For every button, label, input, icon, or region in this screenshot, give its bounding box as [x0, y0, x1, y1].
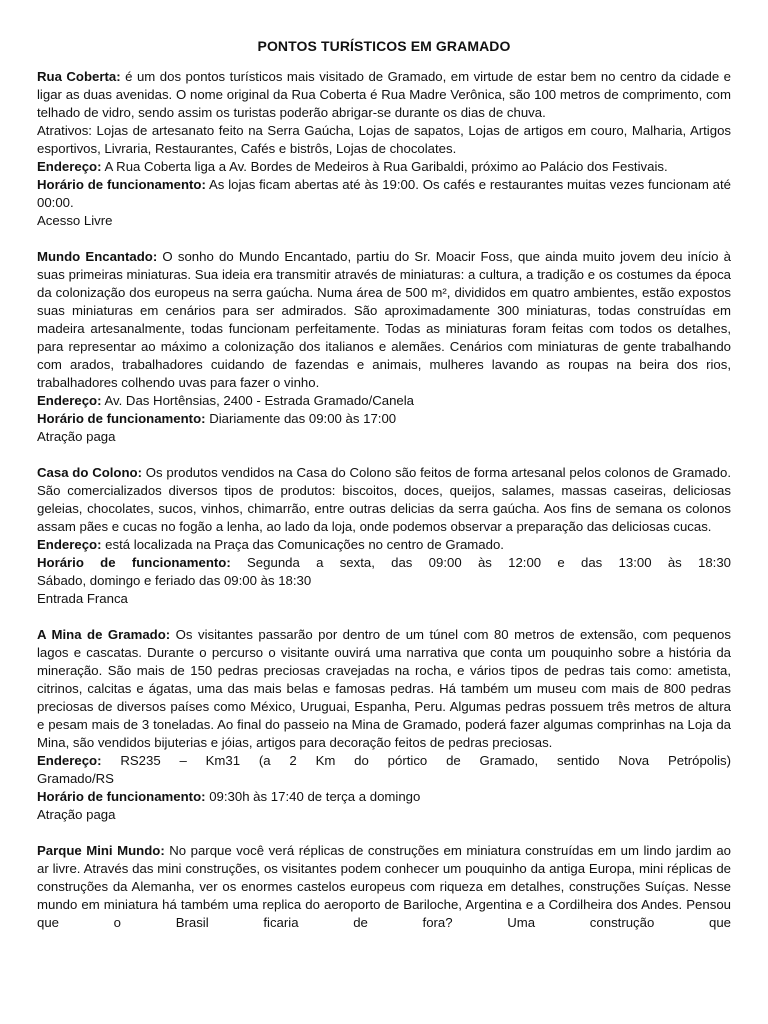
hours-label: Horário de funcionamento:	[37, 789, 206, 804]
section-description	[37, 626, 731, 752]
access-text: Acesso Livre	[37, 213, 113, 228]
description-text: Os visitantes passarão por dentro de um túnel com 80 metros de extensão, com pequenos lagos e cascatas. Durante o percurso o visitante ouvirá uma narrativa que conta um pouquinho sobre a história da mineração. São mais de 150 pedras preciosas cravejadas na rocha, e vários tipos de pedras tais como: ametista, citrinos, calcitas e ágatas, uma das mais belas e famosas pedras. Há também um museu com mais de 800 pedras preciosas de diversos países como México, Uruguai, Espanha, Peru. Algumas pedras possuem três metros de altura e pesam mais de 3 toneladas. Ao final do passeio na Mina de Gramado, poderá fazer algumas comprinhas na Loja da Mina, são vendidos bijuterias e jóias, artigos para decoração feitos de pedras preciosas.	[37, 627, 731, 750]
address-line	[37, 392, 731, 410]
address-line	[37, 158, 731, 176]
hours-line	[37, 554, 731, 572]
section-description	[37, 842, 731, 932]
section-heading: A Mina de Gramado:	[37, 627, 171, 642]
section-description	[37, 68, 731, 122]
hours-line	[37, 410, 731, 428]
hours-label: Horário de funcionamento:	[37, 555, 231, 570]
hours-value: 09:30h às 17:40 de terça a domingo	[209, 789, 421, 804]
address-label: Endereço:	[37, 159, 102, 174]
hours-line	[37, 788, 731, 806]
section-rua-coberta	[37, 68, 731, 230]
section-description	[37, 464, 731, 536]
description-text: Os produtos vendidos na Casa do Colono são feitos de forma artesanal pelos colonos de Gramado. São comercializados diversos tipos de produtos: biscoitos, doces, queijos, salames, massas caseiras, deliciosas geleias, chocolates, sucos, vinhos, chimarrão, entre outras delicias da serra gaúcha. Aos fins de semana os colonos assam pães e cucas no fogão a lenha, ao lado da loja, onde podemos observar a preparação das deliciosas cucas.	[37, 465, 731, 534]
address-value: RS235 – Km31 (a 2 Km do pórtico de Gramado, sentido Nova Petrópolis)	[120, 753, 731, 768]
address-line	[37, 752, 731, 770]
access-text: Entrada Franca	[37, 591, 128, 606]
address-label: Endereço:	[37, 537, 102, 552]
hours-value: Segunda a sexta, das 09:00 às 12:00 e das 13:00 às 18:30	[247, 555, 732, 570]
section-heading: Parque Mini Mundo:	[37, 843, 165, 858]
address-extra: Gramado/RS	[37, 771, 114, 786]
description-text: é um dos pontos turísticos mais visitado de Gramado, em virtude de estar bem no centro da cidade e ligar as duas avenidas. O nome original da Rua Coberta é Rua Madre Verônica, são 100 metros de comprimento, com telhado de vidro, sendo assim os turistas poderão abrigar-se durante os dias de chuva.	[37, 69, 731, 120]
address-line	[37, 536, 731, 554]
hours-label: Horário de funcionamento:	[37, 411, 206, 426]
address-label: Endereço:	[37, 753, 102, 768]
section-casa-do-colono	[37, 464, 731, 608]
access-text: Atração paga	[37, 429, 116, 444]
description-text: No parque você verá réplicas de construções em miniatura construídas em um lindo jardim ao ar livre. Através das mini construções, os visitantes podem conhecer um pouquinho da antiga Europa, mini réplicas de construções da Alemanha, ver os enormes castelos europeus com riqueza em detalhes, construções Suíças. Nesse mundo em miniatura há também uma replica do aeroporto de Bariloche, Argentina e a Cordilheira dos Andes. Pensou que o Brasil ficaria de fora? Uma construção que	[37, 843, 731, 930]
hours-extra: Sábado, domingo e feriado das 09:00 às 18:30	[37, 573, 312, 588]
section-parque-mini-mundo	[37, 842, 731, 932]
hours-value: As lojas ficam abertas até às 19:00. Os cafés e restaurantes muitas vezes funcionam até 00:00.	[37, 177, 732, 210]
section-mundo-encantado	[37, 248, 731, 446]
section-heading: Casa do Colono:	[37, 465, 142, 480]
section-description	[37, 248, 731, 392]
address-value: está localizada na Praça das Comunicações no centro de Gramado.	[105, 537, 504, 552]
description-text: O sonho do Mundo Encantado, partiu do Sr. Moacir Foss, que ainda muito jovem deu início à suas primeiras miniaturas. Sua ideia era transmitir através de miniaturas: a cultura, a tradição e os costumes da época da colonização dos europeus na serra gaúcha. Numa área de 500 m², divididos em quatro ambientes, estão expostos suas miniaturas em cenários para ser admirados. São aproximadamente 300 miniaturas, todas construídas em madeira artesanalmente, todas funcionam perfeitamente. Todas as miniaturas foram feitas com todos os detalhes, para representar ao máximo a colonização dos italianos e alemães. Cenários com miniaturas de gente trabalhando com arados, trabalhadores cuidando de fazendas e animais, mulheres lavando as roupas na beira dos rios, trabalhadores colhendo uvas para fazer o vinho.	[37, 249, 731, 390]
address-value: Av. Das Hortênsias, 2400 - Estrada Gramado/Canela	[104, 393, 415, 408]
access-text: Atração paga	[37, 807, 116, 822]
hours-value: Diariamente das 09:00 às 17:00	[209, 411, 397, 426]
address-value: A Rua Coberta liga a Av. Bordes de Medeiros à Rua Garibaldi, próximo ao Palácio dos Festivais.	[104, 159, 668, 174]
section-mina-de-gramado	[37, 626, 731, 824]
section-heading: Rua Coberta:	[37, 69, 121, 84]
address-label: Endereço:	[37, 393, 102, 408]
page-title: PONTOS TURÍSTICOS EM GRAMADO	[257, 38, 511, 54]
section-heading: Mundo Encantado:	[37, 249, 158, 264]
hours-label: Horário de funcionamento:	[37, 177, 206, 192]
attractions-text: Atrativos: Lojas de artesanato feito na Serra Gaúcha, Lojas de sapatos, Lojas de artigos em couro, Malharia, Artigos esportivos, Livraria, Restaurantes, Cafés e bistrôs, Lojas de chocolates.	[37, 123, 731, 156]
hours-line	[37, 176, 731, 212]
